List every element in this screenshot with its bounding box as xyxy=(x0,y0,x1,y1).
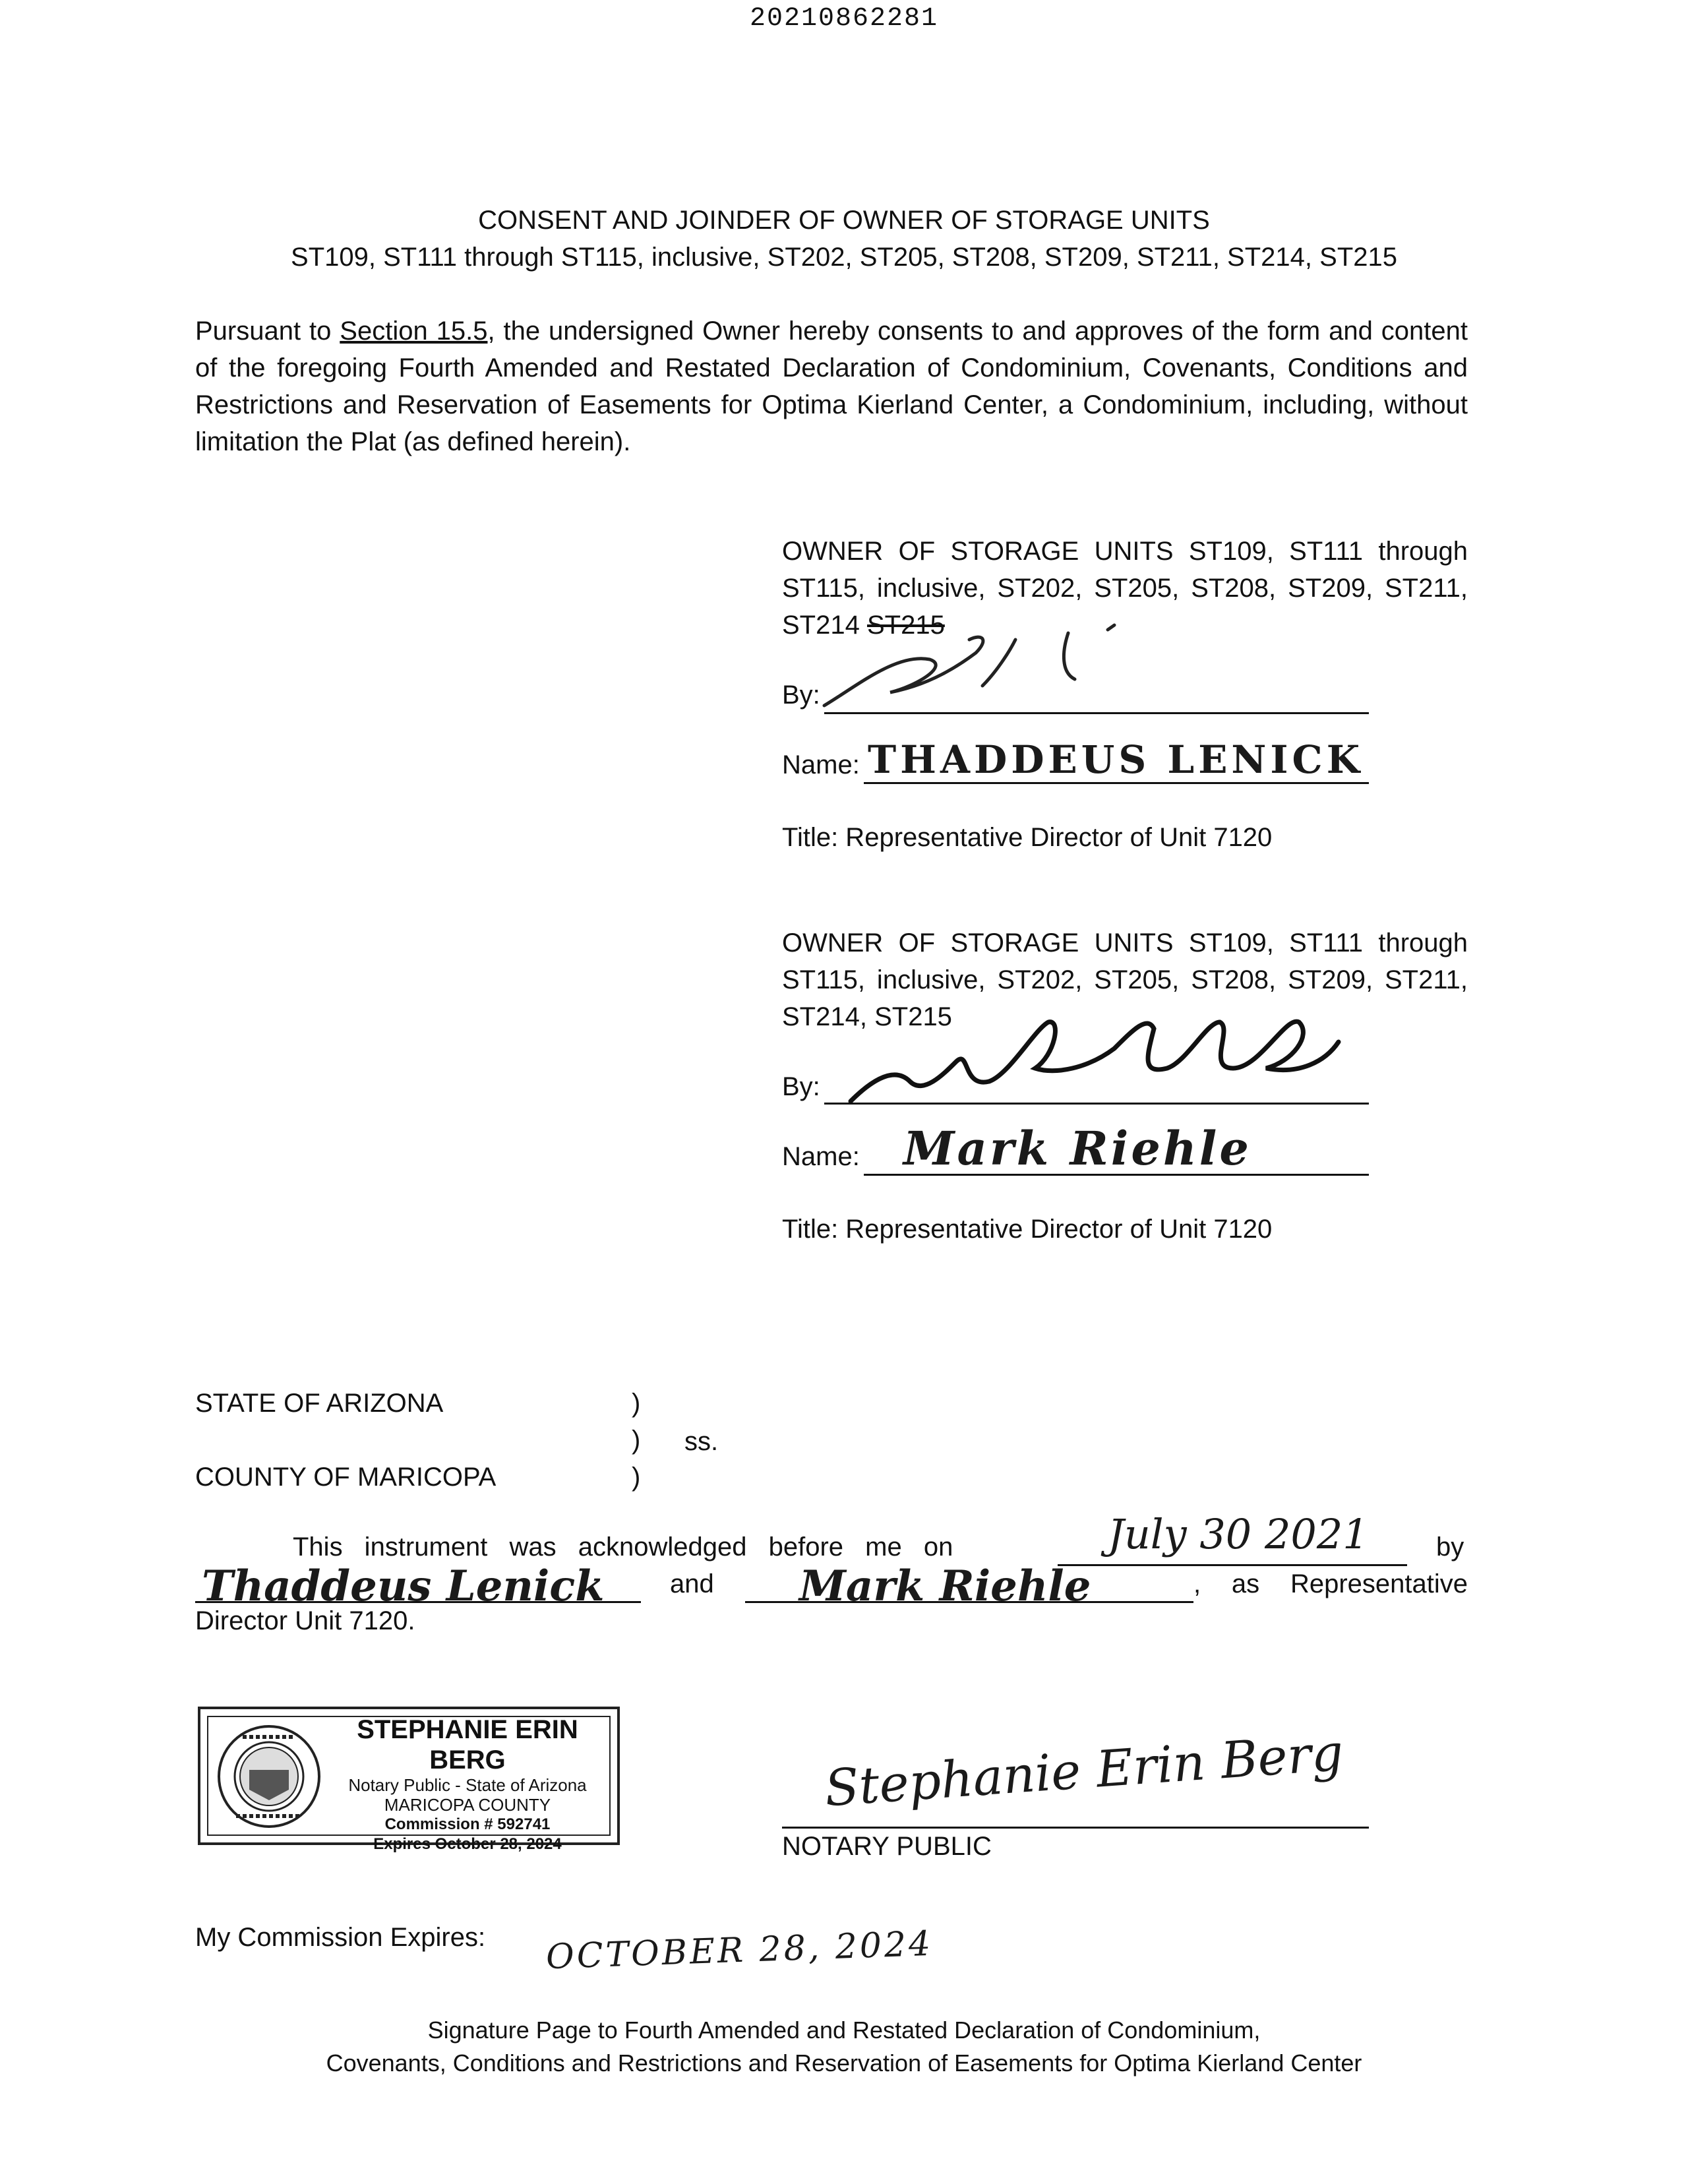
owner-heading-2-tail: ST214, ST215 xyxy=(782,1002,952,1031)
venue-paren-3: ) xyxy=(632,1463,641,1492)
notary-signature-handwritten: Stephanie Erin Berg xyxy=(822,1722,1346,1818)
ack-as-representative: , as Representative xyxy=(1193,1569,1468,1598)
footer-line-2: Covenants, Conditions and Restrictions and Reservation of Easements for Optima Kierland Center xyxy=(326,2049,1362,2077)
notary-signature-line xyxy=(782,1827,1369,1829)
footer-line-1: Signature Page to Fourth Amended and Restated Declaration of Condominium, xyxy=(427,2017,1261,2044)
intro-body: , the undersigned Owner hereby consents to and approves of the form and content of the foregoing Fourth Amended and Restated Declaration of Condominium, Covenants, Conditions and Restrictions and Reservation of Easements for Optima Kierland Center, a Condominium, including, without limitation the Plat (as defined herein). xyxy=(195,317,1468,456)
title-line-1: CONSENT AND JOINDER OF OWNER OF STORAGE UNITS xyxy=(478,206,1210,235)
owner-heading-1-text: OWNER OF STORAGE UNITS ST109, ST111 through ST115, inclusive, ST202, ST205, ST208, ST209, ST211, xyxy=(782,537,1468,603)
acknowledgment-text: This instrument was acknowledged before me on xyxy=(293,1532,953,1562)
ack-date-handwritten: July 30 2021 xyxy=(1108,1510,1369,1558)
state-seal-icon xyxy=(216,1724,322,1829)
ack-line-2: Director Unit 7120. xyxy=(195,1606,415,1635)
owner-name-2-handwritten: Mark Riehle xyxy=(903,1121,1251,1176)
owner-heading-1-tail: ST214 xyxy=(782,611,860,640)
commission-label: My Commission Expires: xyxy=(195,1923,486,1952)
stamp-line-4: Expires October 28, 2024 xyxy=(373,1835,562,1853)
ack-by: by xyxy=(1436,1532,1464,1562)
stamp-text xyxy=(326,1714,609,1854)
name-label-1: Name: xyxy=(782,750,860,779)
signature-scribble-1 xyxy=(818,613,1147,719)
signature-scribble-2 xyxy=(837,1002,1365,1114)
by-label-1: By: xyxy=(782,681,820,710)
owner-heading-2-text: OWNER OF STORAGE UNITS ST109, ST111 through ST115, inclusive, ST202, ST205, ST208, ST209, ST211, xyxy=(782,928,1468,994)
owner-title-2: Title: Representative Director of Unit 7120 xyxy=(782,1215,1273,1244)
venue-paren-1: ) xyxy=(632,1389,641,1418)
document-title xyxy=(0,202,1688,276)
by-label-2: By: xyxy=(782,1072,820,1101)
page-footer xyxy=(0,2014,1688,2080)
venue-paren-2: ) xyxy=(632,1426,641,1455)
owner-signature-2 xyxy=(837,1002,1365,1114)
stamp-line-3: Commission # 592741 xyxy=(384,1815,551,1833)
owner-title-1: Title: Representative Director of Unit 7120 xyxy=(782,823,1273,852)
notary-stamp xyxy=(198,1707,620,1853)
ack-name-2-handwritten: Mark Riehle xyxy=(799,1562,1091,1611)
name-line-1 xyxy=(864,782,1369,784)
stamp-notary-name: STEPHANIE ERIN BERG xyxy=(357,1715,578,1774)
owner-name-1-handwritten: THADDEUS LENICK xyxy=(868,737,1364,782)
ack-and: and xyxy=(670,1569,714,1598)
intro-paragraph xyxy=(195,313,1468,460)
stamp-line-1: Notary Public - State of Arizona xyxy=(348,1775,587,1795)
notary-public-label: NOTARY PUBLIC xyxy=(782,1832,992,1861)
intro-prefix: Pursuant to xyxy=(195,317,340,346)
owner-signature-1 xyxy=(818,613,1147,719)
commission-date-handwritten: OCTOBER 28, 2024 xyxy=(545,1924,934,1978)
venue-state: STATE OF ARIZONA xyxy=(195,1389,444,1418)
section-reference: Section 15.5 xyxy=(340,317,488,346)
title-line-2: ST109, ST111 through ST115, inclusive, ST202, ST205, ST208, ST209, ST211, ST214, ST215 xyxy=(291,243,1397,272)
venue-ss: ss. xyxy=(684,1427,719,1456)
name-label-2: Name: xyxy=(782,1142,860,1171)
stamp-line-2: MARICOPA COUNTY xyxy=(384,1795,551,1815)
owner-heading-1-struck: ST215 xyxy=(866,611,945,640)
ack-date-line xyxy=(1058,1564,1407,1566)
venue-county: COUNTY OF MARICOPA xyxy=(195,1463,497,1492)
ack-name-1-handwritten: Thaddeus Lenick xyxy=(202,1562,605,1611)
record-number: 20210862281 xyxy=(749,4,939,34)
